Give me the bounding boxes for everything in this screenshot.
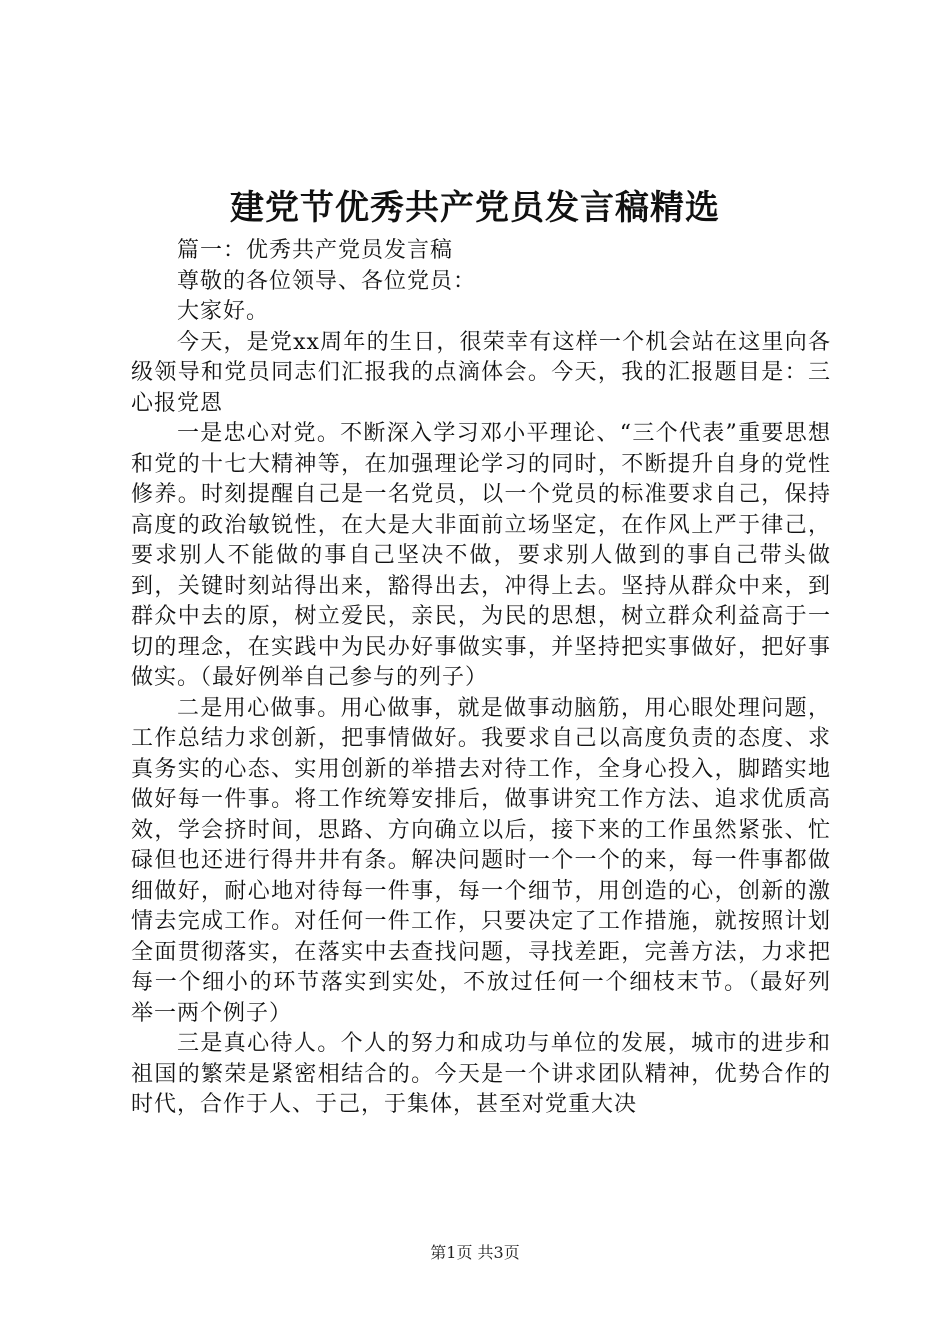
paragraph-heading: 篇一：优秀共产党员发言稿 (177, 238, 454, 263)
paragraph-point-two: 二是用心做事。用心做事，就是做事动脑筋，用心眼处理问题，工作总结力求创新，把事情做好。我要求自己以高度负责的态度、求真务实的心态、实用创新的举措去对待工作，全身心投入，脚踏实地做好每一件事。将工作统筹安排后，做事讲究工作方法、追求优质高效，学会挤时间，思路、方向确立以后，接下来的工作虽然紧张、忙碌但也还进行得井井有条。解决问题时一个一个的来，每一件事都做细做好，耐心地对待每一件事，每一个细节，用创造的心，创新的激情去完成工作。对任何一件工作，只要决定了工作措施，就按照计划全面贯彻落实，在落实中去查找问题，寻找差距，完善方法，力求把每一个细小的环节落实到实处，不放过任何一个细枝末节。（最好列举一两个例子） (131, 695, 831, 1026)
document-body (131, 236, 831, 1121)
document-title: 建党节优秀共产党员发言稿精选 (230, 188, 720, 228)
page-number-footer: 第1页 共3页 (430, 1243, 520, 1262)
paragraph-point-three: 三是真心待人。个人的努力和成功与单位的发展，城市的进步和祖国的繁荣是紧密相结合的。今天是一个讲求团队精神，优势合作的时代，合作于人、于己，于集体，甚至对党重大决 (131, 1031, 831, 1117)
paragraph-greeting: 大家好。 (177, 299, 270, 324)
paragraph-intro: 今天，是党xx周年的生日，很荣幸有这样一个机会站在这里向各级领导和党员同志们汇报我的点滴体会。今天，我的汇报题目是：三心报党恩 (131, 329, 831, 416)
paragraph-salutation: 尊敬的各位领导、各位党员： (177, 268, 477, 294)
paragraph-point-one: 一是忠心对党。不断深入学习邓小平理论、“三个代表”重要思想和党的十七大精神等，在加强理论学习的同时，不断提升自身的党性修养。时刻提醒自己是一名党员，以一个党员的标准要求自己，保持高度的政治敏锐性，在大是大非面前立场坚定，在作风上严于律己，要求别人不能做的事自己坚决不做，要求别人做到的事自己带头做到，关键时刻站得出来，豁得出去，冲得上去。坚持从群众中来，到群众中去的原，树立爱民，亲民，为民的思想，树立群众利益高于一切的理念，在实践中为民办好事做实事，并坚持把实事做好，把好事做实。（最好例举自己参与的列子） (131, 421, 831, 690)
